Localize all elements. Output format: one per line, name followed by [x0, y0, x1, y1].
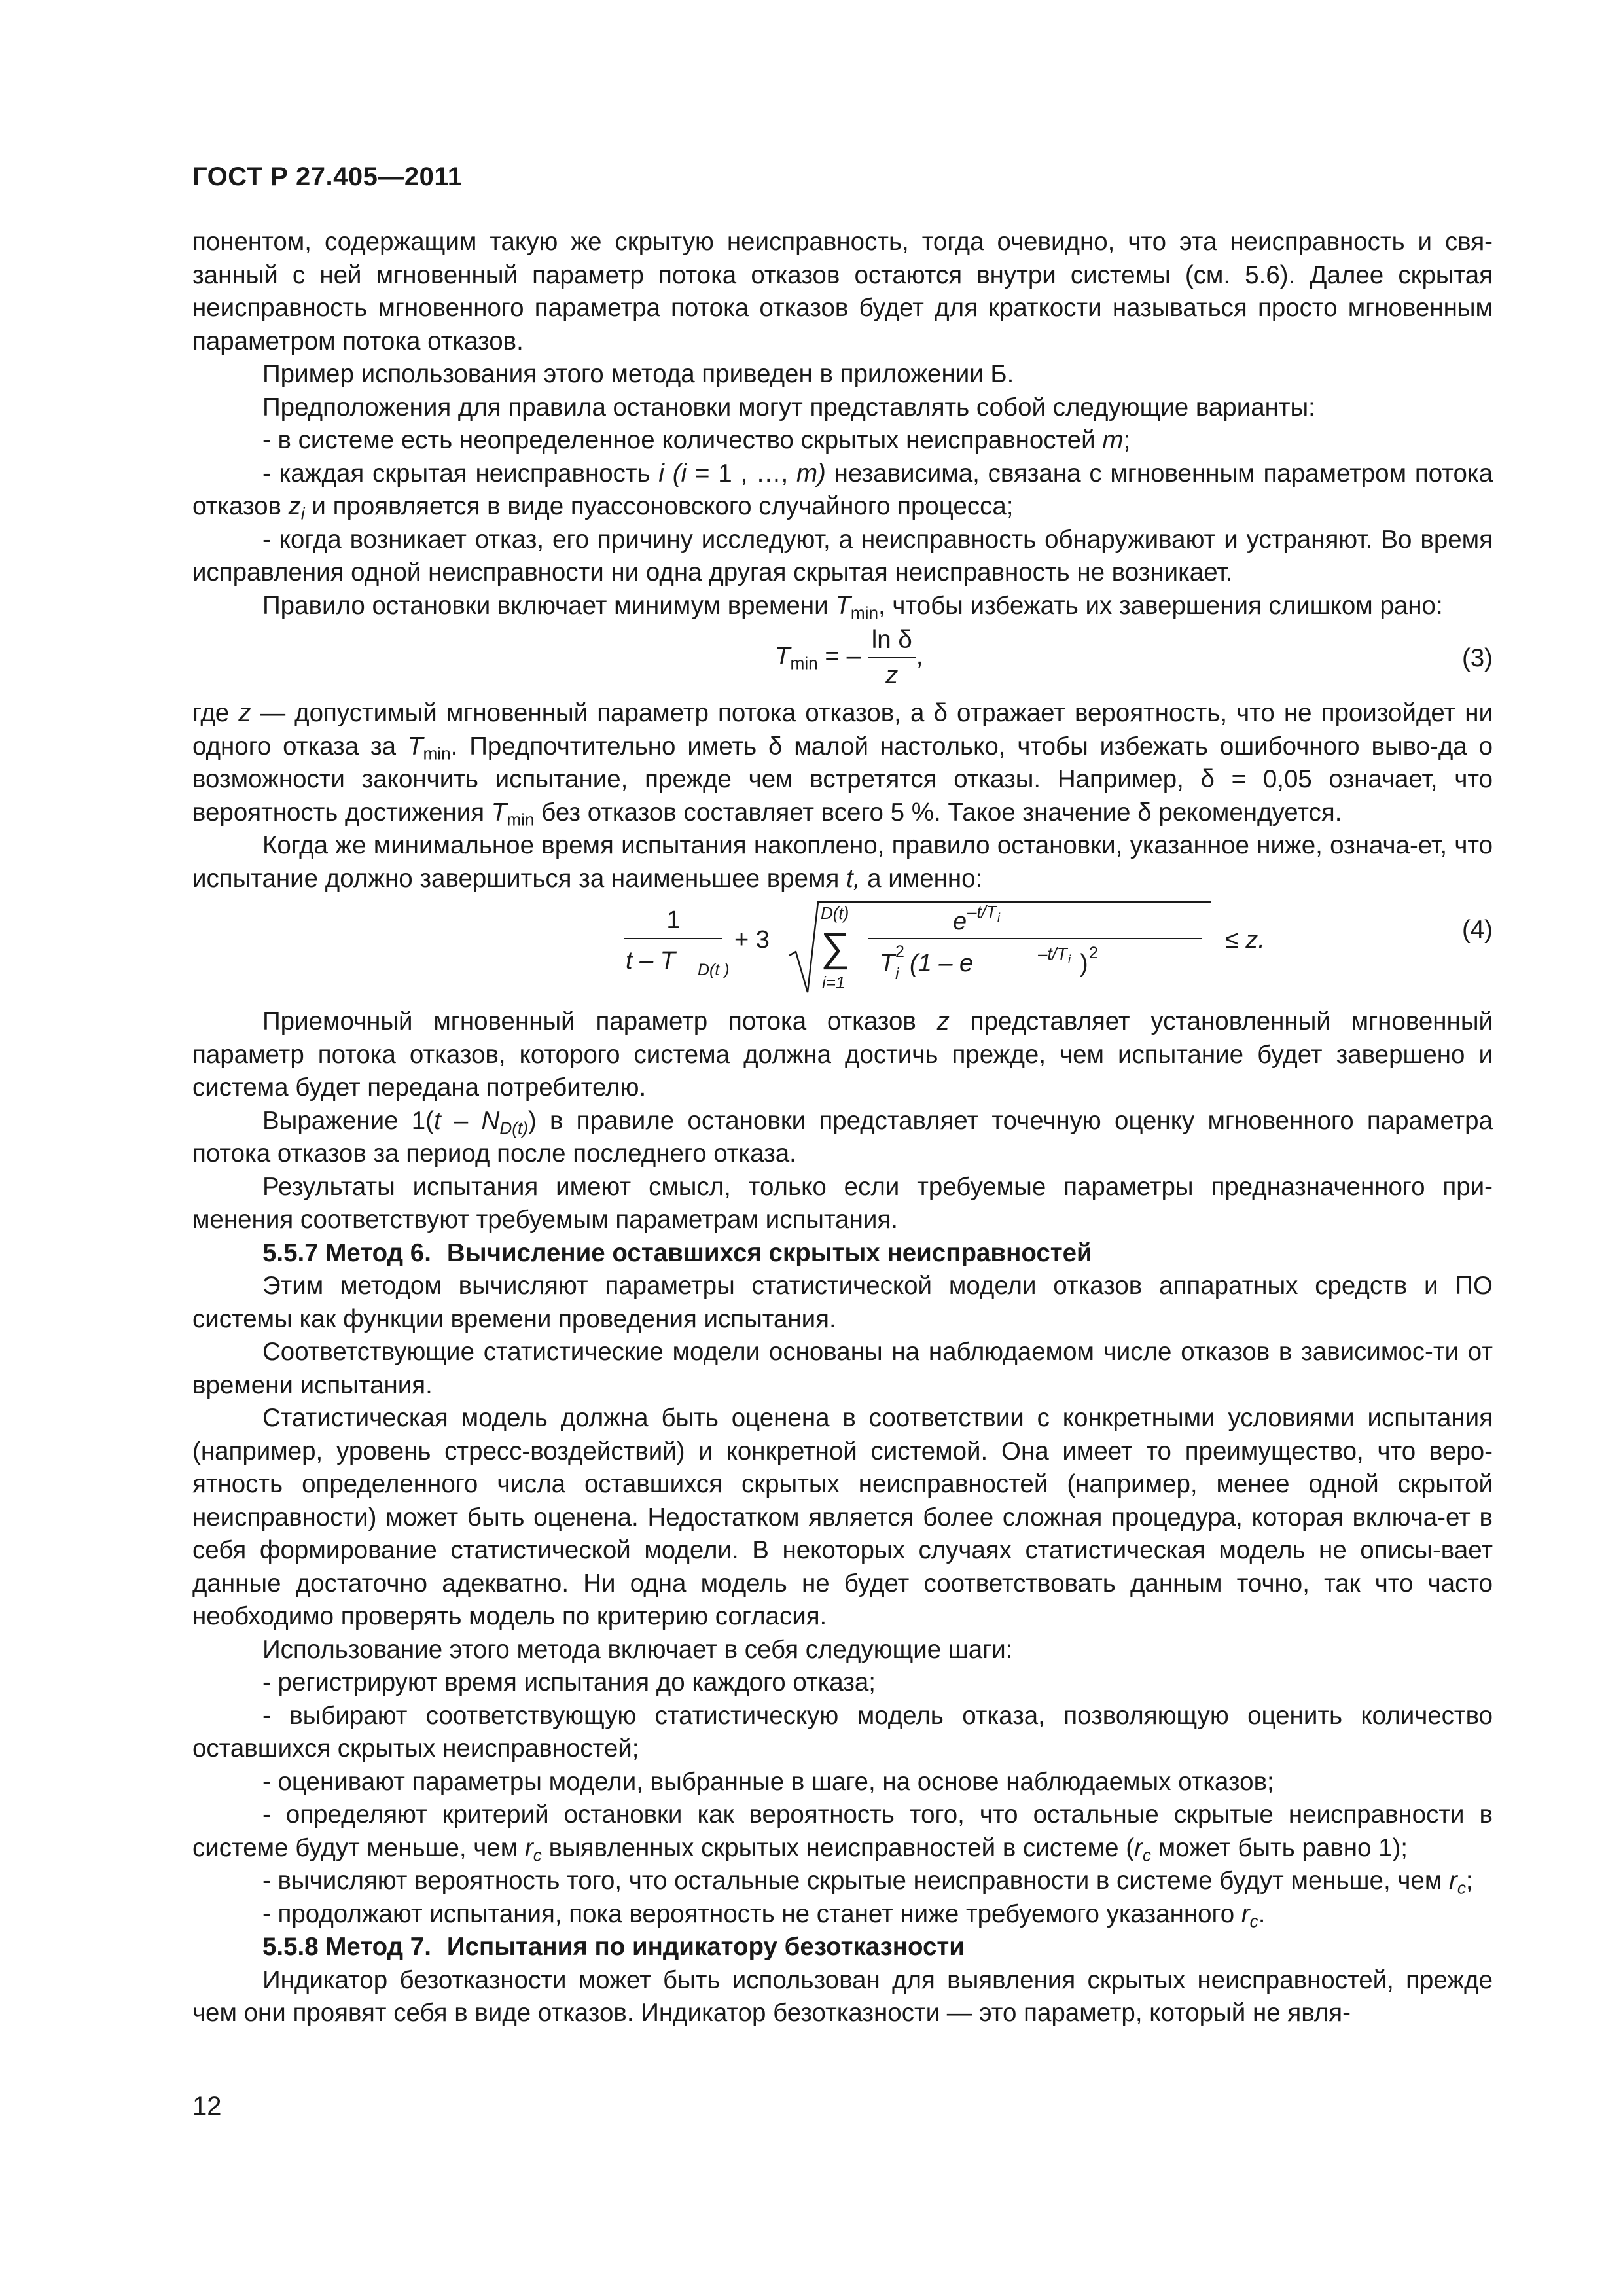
formula-4-svg	[618, 895, 1272, 1005]
text-run: представляет установленный мгновенный параметр потока отказов, которого система должна достичь прежде, чем испытание будет завершено и система будет передана потребителю.	[192, 1007, 1493, 1102]
sum-upper-limit: D(t)	[821, 903, 849, 923]
text-run: = 1 , …,	[687, 459, 796, 488]
paragraph: понентом, содержащим такую же скрытую неисправность, тогда очевидно, что эта неисправность и свя-занный с ней мгновенный параметр потока отказов остаются внутри системы (см. 5.6). Далее скрытая неисправность мгновенного параметра потока отказов будет для краткости называться просто мгновенным параметром потока отказов.	[192, 228, 1493, 355]
math-var: t	[433, 1106, 441, 1135]
section-title: Вычисление оставшихся скрытых неисправностей	[446, 1238, 1092, 1267]
math-var: T	[407, 732, 423, 761]
math-superscript: 2	[1089, 944, 1098, 962]
paragraph	[192, 1005, 1493, 1105]
text-run: может быть равно 1);	[1150, 1833, 1408, 1862]
document-code-header: ГОСТ Р 27.405—2011	[192, 162, 463, 191]
paragraph: Статистическая модель должна быть оценена в соответствии с конкретными условиями испытания (например, уровень стресс-воздействий) и конкретной системой. Она имеет то преимущество, что веро-ятность определенного числа оставшихся скрытых неисправностей (например, менее одной скрытой неисправности) может быть оценена. Недостатком является более сложная процедура, которая включа-ет в себя формирование статистической модели. В некоторых случаях статистическая модель не описы-вает данные достаточно адекватно. Ни одна модель не будет соответствовать данным точно, так что часто необходимо проверять модель по критерию согласия.	[192, 1404, 1493, 1630]
fraction	[868, 625, 916, 691]
math-subscript: min	[507, 809, 535, 829]
math-operator: = –	[817, 642, 861, 671]
math-var: N	[481, 1106, 500, 1135]
list-item	[192, 424, 1493, 457]
paragraph: Результаты испытания имеют смысл, только если требуемые параметры предназначенного при-менения соответствуют требуемым параметрам испытания.	[192, 1172, 1493, 1234]
formula-3	[192, 622, 1493, 697]
page-number: 12	[192, 2092, 222, 2121]
math-subscript: D(t )	[698, 961, 730, 979]
list-item	[192, 1799, 1493, 1865]
math-var: i (i	[658, 459, 687, 488]
math-subscript: D(t)	[499, 1117, 528, 1138]
text-run: Выражение 1(	[262, 1106, 434, 1135]
math-var: r	[1134, 1833, 1143, 1862]
math-var: r	[524, 1833, 533, 1862]
paragraph: Соответствующие статистические модели основаны на наблюдаемом числе отказов в зависимос-ти от времени испытания.	[192, 1338, 1493, 1399]
text-run: а именно:	[860, 864, 983, 893]
text-run: –	[440, 1106, 482, 1135]
formula-4	[192, 895, 1493, 1005]
math-var: T	[775, 642, 791, 671]
math-var: T	[491, 798, 507, 827]
math-subscript: i	[997, 911, 1000, 924]
fraction-numerator: 1	[666, 906, 681, 934]
sum-lower-limit: i=1	[822, 973, 846, 992]
math-subscript: c	[533, 1844, 542, 1865]
text-run: где	[192, 699, 239, 727]
text-run: . Предпочтительно иметь δ малой настолько, чтобы избежать ошибочного выво-да о возможности закончить испытание, прежде чем встретятся отказы. Например, δ = 0,05 означает, что вероятность достижения	[192, 732, 1493, 827]
text-run: .	[1258, 1899, 1266, 1928]
text-run: - продолжают испытания, пока вероятность не станет ниже требуемого указанного	[262, 1899, 1241, 1928]
list-item	[192, 1898, 1493, 1931]
section-heading-5-5-7	[192, 1237, 1493, 1270]
math-subscript: c	[1142, 1844, 1151, 1865]
list-item	[192, 457, 1493, 524]
math-var: r	[1241, 1899, 1250, 1928]
text-run: Правило остановки включает минимум времени	[262, 591, 836, 620]
math-var: r	[1449, 1867, 1457, 1895]
section-number: 5.5.7 Метод 6.	[262, 1238, 431, 1267]
fraction-denominator: t – T	[626, 947, 676, 975]
math-var: z	[238, 699, 251, 727]
text-run: независима, связана с мгновенным параметром потока отказов	[192, 459, 1493, 520]
math-subscript: min	[850, 602, 879, 622]
math-superscript: –t/T	[967, 902, 997, 922]
math-var: z	[288, 492, 301, 520]
math-var: T	[835, 591, 851, 620]
math-superscript: 2	[895, 942, 904, 961]
math-var: m)	[796, 459, 826, 488]
sum-sign: ∑	[821, 925, 850, 970]
paragraph: Индикатор безотказности может быть использован для выявления скрытых неисправностей, прежде чем они проявят себя в виде отказов. Индикатор безотказности — это параметр, который не явля-	[192, 1965, 1493, 2027]
list-item	[192, 1865, 1493, 1898]
paragraph	[192, 590, 1493, 623]
text-run: и проявляется в виде пуассоновского случайного процесса;	[304, 492, 1014, 520]
math-var: m	[1102, 426, 1124, 454]
fraction-numerator: ln δ	[868, 625, 916, 658]
text-run: без отказов составляет всего 5 %. Такое значение δ рекомендуется.	[534, 798, 1342, 827]
text-run: - в системе есть неопределенное количество скрытых неисправностей	[262, 426, 1103, 454]
section-heading-5-5-8	[192, 1931, 1493, 1964]
math-var: t,	[846, 864, 861, 893]
list-item: - выбирают соответствующую статистическую модель отказа, позволяющую оценить количество оставшихся скрытых неисправностей;	[192, 1701, 1493, 1763]
text-run: ;	[1123, 426, 1131, 454]
section-number: 5.5.8 Метод 7.	[262, 1933, 431, 1961]
text-run: - каждая скрытая неисправность	[262, 459, 659, 488]
math-subscript: i	[895, 965, 899, 983]
text-run: , чтобы избежать их завершения слишком рано:	[878, 591, 1443, 620]
math-subscript: min	[423, 743, 451, 763]
fraction-denominator: z	[885, 661, 899, 689]
text-run: ) в правиле остановки представляет точечную оценку мгновенного параметра потока отказов за период после последнего отказа.	[192, 1106, 1493, 1168]
math-subscript: min	[790, 653, 818, 673]
paragraph: Пример использования этого метода приведен в приложении Б.	[262, 360, 1014, 388]
list-item: - регистрируют время испытания до каждого отказа;	[262, 1668, 876, 1696]
paragraph: Предположения для правила остановки могут представлять собой следующие варианты:	[262, 393, 1315, 422]
math-subscript: i	[300, 503, 305, 524]
section-title: Испытания по индикатору безотказности	[446, 1933, 965, 1961]
paragraph	[192, 1105, 1493, 1171]
inner-denominator: (1 – e	[910, 950, 974, 977]
text-run: ;	[1465, 1867, 1473, 1895]
inner-denominator: T	[880, 950, 895, 977]
math-relation: ≤ z.	[1225, 926, 1265, 954]
inner-denominator: )	[1080, 950, 1088, 977]
text-run: - определяют критерий остановки как вероятность того, что остальные скрытые неисправности в системе будут меньше, чем	[192, 1801, 1493, 1862]
formula-number: (4)	[1461, 916, 1493, 944]
paragraph: Этим методом вычисляют параметры статистической модели отказов аппаратных средств и ПО системы как функции времени проведения испытания.	[192, 1272, 1493, 1333]
formula-number: (3)	[1461, 644, 1493, 672]
list-item: - когда возникает отказ, его причину исследуют, а неисправность обнаруживают и устраняют. Во время исправления одной неисправности ни одна другая скрытая неисправность не возникает.	[192, 525, 1493, 586]
text-run: — допустимый мгновенный параметр потока отказов, а δ отражает вероятность, что не произойдет ни одного отказа за	[192, 699, 1493, 761]
radical-sign	[789, 902, 1211, 992]
paragraph	[192, 829, 1493, 895]
math-superscript: –t/T	[1038, 944, 1067, 963]
text-run: Приемочный мгновенный параметр потока отказов	[262, 1007, 937, 1035]
math-subscript: c	[1249, 1910, 1258, 1931]
formula-4-body	[618, 895, 1272, 1005]
list-item: - оценивают параметры модели, выбранные в шаге, на основе наблюдаемых отказов;	[262, 1767, 1274, 1796]
paragraph: Использование этого метода включает в себя следующие шаги:	[262, 1635, 1013, 1664]
text-run: Когда же минимальное время испытания накоплено, правило остановки, указанное ниже, означа-ет, что испытание должно завершиться за наименьшее время	[192, 831, 1493, 893]
paragraph	[192, 697, 1493, 829]
inner-numerator: e	[953, 908, 967, 935]
math-subscript: c	[1457, 1878, 1466, 1898]
formula-3-body	[775, 625, 923, 691]
math-operator: + 3	[734, 926, 770, 954]
math-punct: ,	[916, 642, 923, 671]
math-subscript: i	[1068, 953, 1071, 966]
math-var: z	[936, 1007, 950, 1035]
text-run: - вычисляют вероятность того, что остальные скрытые неисправности в системе будут меньше, чем	[262, 1867, 1449, 1895]
text-run: выявленных скрытых неисправностей в системе (	[541, 1833, 1135, 1862]
body-text	[192, 226, 1493, 2030]
